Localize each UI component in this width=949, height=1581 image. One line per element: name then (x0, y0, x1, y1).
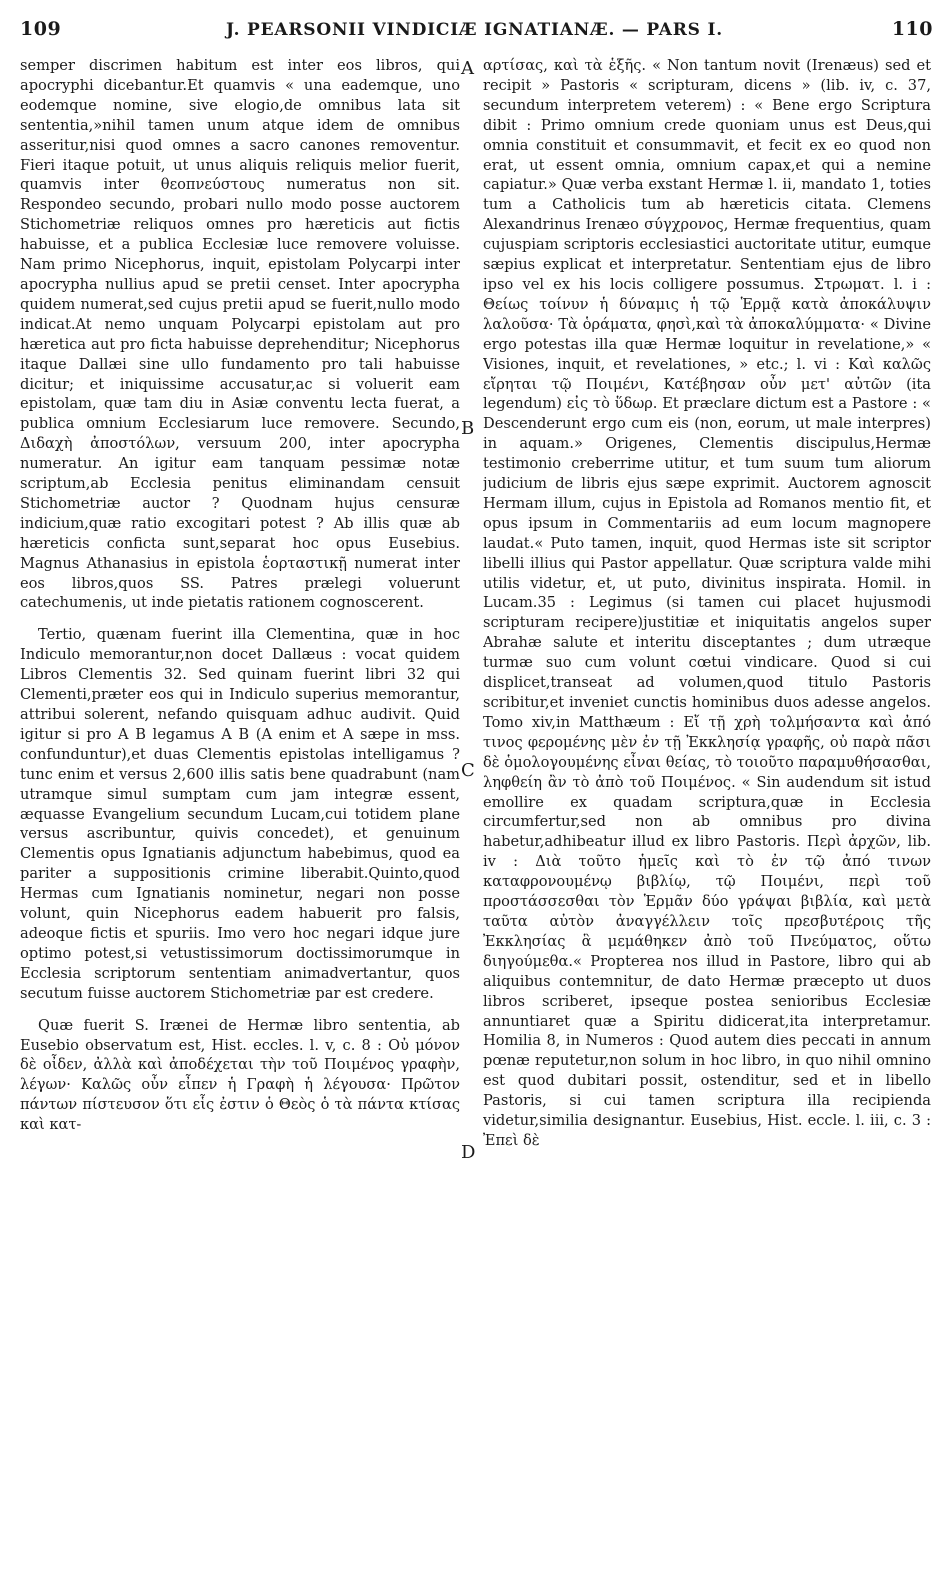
paragraph: Tertio, quænam fuerint illa Clementina, quæ in hoc Indiculo memorantur,non docet Dallæus : vocat quidem Libros Clementis 32. Sed quinam fuerint libri 32 qui Clementi,præter eos qui in Indiculo superius memorantur, attribui solerent, nefando quisquam adhuc audivit. Quid igitur si pro A B legamus A B (A enim et A sæpe in mss. confunduntur),et duas Clementis epistolas intelligamus ? tunc enim et versus 2,600 illis satis bene quadrabunt (nam utramque simul sumptam cum jam integræ essent, æquasse Evangelium secundum Lucam,cui totidem plane versus ascribuntur, quivis concedet), et genuinum Clementis opus Ignatianis adjunctum habebimus, quod ea pariter a suppositionis crimine liberabit.Quinto,quod Hermas cum Ignatianis nominetur, negari non posse volunt, quin Nicephorus eadem habuerit pro falsis, adeoque fictis et spuriis. Imo vero hoc negari idque jure optimo potest,si vetustissimorum doctissimorumque in Ecclesia scriptorum sententiam animadvertantur, quos secutum fuisse auctorem Stichometriæ par est credere. (20, 626, 460, 1002)
margin-marker: D (461, 1142, 476, 1163)
paragraph: Quæ fuerit S. Irænei de Hermæ libro sententia, ab Eusebio observatum est, Hist. eccles. l. v, c. 8 : Οὐ μόνον δὲ οἶδεν, ἀλλὰ καὶ ἀποδέχεται τὴν τοῦ Ποιμένος γραφὴν, λέγων· Καλῶς οὖν εἶπεν ἡ Γραφὴ ἡ λέγουσα· Πρῶτον πάντων πίστευσον ὅτι εἷς ἐστιν ὁ Θεὸς ὁ τὰ πάντα κτίσας καὶ κατ- (20, 1016, 460, 1134)
right-column (483, 56, 931, 1571)
paragraph: semper discrimen habitum est inter eos libros, qui apocryphi dicebantur.Et quamvis « una eademque, uno eodemque nomine, sive elogio,de omnibus lata sit sententia,»nihil tamen unum atque idem de omnibus asseritur,nisi quod omnes a sacro canones removentur. Fieri itaque potuit, ut unus aliquis reliquis melior fuerit, quamvis inter θεοπνεύστους numeratus non sit. Respondeo secundo, probari nullo modo posse auctorem Stichometriæ reliquos omnes pro hæreticis aut fictis habuisse, et a publica Ecclesiæ luce removere voluisse. Nam primo Nicephorus, inquit, epistolam Polycarpi inter apocrypha nullius apud se pretii censet. Inter apocrypha quidem numerat,sed cujus pretii apud se fuerit,nullo modo indicat.At nemo unquam Polycarpi epistolam aut pro hæretica aut pro ficta habuisse deprehenditur; Nicephorus itaque Dallæi sine ullo fundamento pro tali habuisse dicitur; et iniquissime accusatur,ac si voluerit eam epistolam, quæ tam diu in Asiæ conventu lecta fuerat, a publica omnium Ecclesiarum luce removere. Secundo, Διδαχὴ ἀποστόλων, versuum 200, inter apocrypha numeratur. An igitur eam tanquam pessimæ notæ scriptum,ab Ecclesia penitus eliminandam censuit Stichometriæ auctor ? Quodnam hujus censuræ indicium,quæ ratio excogitari potest ? Ab illis quæ ab hæreticis conficta sunt,separat hoc opus Eusebius. Magnus Athanasius in epistola ἑορταστικῇ numerat inter eos libros,quos SS. Patres prælegi voluerunt catechumenis, ut inde pietatis rationem cognoscerent. (20, 57, 460, 612)
left-column (20, 56, 460, 1571)
paragraph: αρτίσας, καὶ τὰ ἑξῆς. « Non tantum novit (Irenæus) sed et recipit » Pastoris « scripturam, dicens » (lib. iv, c. 37, secundum interpretem veterem) : « Bene ergo Scriptura dibit : Primo omnium crede quoniam unus est Deus,qui omnia constituit et consummavit, et fecit ex eo quod non erat, ut essent omnia, omnium capax,et qui a nemine capiatur.» Quæ verba exstant Hermæ l. ii, mandato 1, toties tum a Catholicis tum ab hæreticis citata. Clemens Alexandrinus Irenæo σύγχρονος, Hermæ frequentius, quam cujuspiam scriptoris ecclesiastici auctoritate utitur, eumque sæpius explicat et interpretatur. Sententiam ejus de libro ipso vel ex his locis colligere possumus. Στρωματ. l. i : Θείως τοίνυν ἡ δύναμις ἡ τῷ Ἑρμᾷ κατὰ ἀποκάλυψιν λαλοῦσα· Τὰ ὁράματα, φησὶ,καὶ τὰ ἀποκαλύμματα· « Divine ergo potestas illa quæ Hermæ loquitur in revelatione,» « Visiones, inquit, et revelationes, » etc.; l. vi : Καὶ καλῶς εἴρηται τῷ Ποιμένι, Κατέβησαν οὖν μετ' αὐτῶν (ita legendum) εἰς τὸ ὕδωρ. Et præclare dictum est a Pastore : « Descenderunt ergo cum eis (non, eorum, ut male interpres) in aquam.» Origenes, Clementis discipulus,Hermæ testimonio creberrime utitur, et tum suum tum aliorum judicium de libris ejus sæpe exprimit. Auctorem agnoscit Hermam illum, cujus in Epistola ad Romanos mentio fit, et opus ipsum in Commentariis ad eum locum magnopere laudat.« Puto tamen, inquit, quod Hermas iste sit scriptor libelli illius qui Pastor appellatur. Quæ scriptura valde mihi utilis videtur, et, ut puto, divinitus inspirata. Homil. in Lucam.35 : Legimus (si tamen cui placet hujusmodi scripturam recipere)justitiæ et iniquitatis angelos super Abrahæ salute et interitu disceptantes ; dum utræque turmæ suo cum volunt cœtui vindicare. Quod si cui displicet,transeat ad volumen,quod titulo Pastoris scribitur,et inveniet cunctis hominibus duos adesse angelos. Tomo xiv,in Matthæum : Εἴ τῇ χρὴ τολμήσαντα καὶ ἀπό τινος φερομένης μὲν ἐν τῇ Ἐκκλησίᾳ γραφῆς, οὐ παρὰ πᾶσι δὲ ὁμολογουμένης εἶναι θείας, τὸ τοιοῦτο παραμυθήσασθαι, ληφθείη ἂν τὸ ἀπὸ τοῦ Ποιμένος. « Sin audendum sit istud emollire ex quadam scriptura,quæ in Ecclesia circumfertur,sed non ab omnibus pro divina habetur,adhibeatur illud ex libro Pastoris. Περὶ ἀρχῶν, lib. iv : Διὰ τοῦτο ἡμεῖς καὶ τὸ ἐν τῷ ἀπό τινων καταφρονουμένῳ βιβλίῳ, τῷ Ποιμένι, περὶ τοῦ προστάσσεσθαι τὸν Ἑρμᾶν δύο γράψαι βιβλία, καὶ μετὰ ταῦτα αὐτὸν ἀναγγέλλειν τοῖς πρεσβυτέροις τῆς Ἐκκλησίας ἃ μεμάθηκεν ἀπὸ τοῦ Πνεύματος, οὕτω διηγούμεθα.« Propterea nos illud in Pastore, libro qui ab aliquibus contemnitur, de dato Hermæ præcepto ut duos libros scriberet, ipseque postea senioribus Ecclesiæ annuntiaret quæ a Spiritu didicerat,ita interpretamur. Homilia 8, in Numeros : Quod autem dies peccati in annum pœnæ reputetur,non solum in hoc libro, in quo nihil omnino est quod dubitari possit, ostenditur, sed et in libello Pastoris, si cui tamen scriptura illa recipienda videtur,similia designantur. Eusebius, Hist. eccle. l. iii, c. 3 : Ἐπεὶ δὲ (483, 57, 931, 1149)
margin-marker: C (461, 760, 475, 781)
running-header (0, 14, 949, 44)
running-title: J. PEARSONII VINDICIÆ IGNATIANÆ. — PARS I. (226, 20, 723, 40)
margin-marker: A (461, 58, 474, 79)
page-number-right: 110 (891, 18, 933, 40)
margin-marker: B (461, 418, 475, 439)
page-number-left: 109 (20, 18, 62, 40)
